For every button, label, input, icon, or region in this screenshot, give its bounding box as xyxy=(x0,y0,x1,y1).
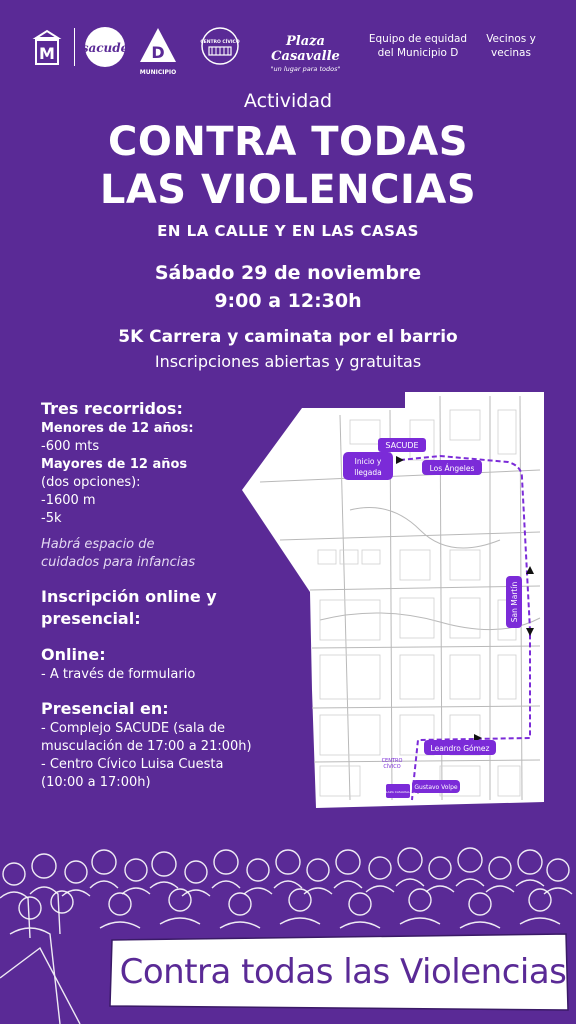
vecinos-line-2: vecinas xyxy=(491,47,531,59)
svg-text:Los Ángeles: Los Ángeles xyxy=(429,464,475,473)
event-time: 9:00 a 12:30h xyxy=(214,290,362,312)
svg-text:Gustavo Volpe: Gustavo Volpe xyxy=(414,784,458,791)
map-label-leandro-gomez xyxy=(424,740,496,755)
map-label-start xyxy=(343,452,393,480)
map-label-los-angeles xyxy=(422,460,482,475)
childcare-note-1: Habrá espacio de xyxy=(41,537,155,552)
municipio-d-letter: D xyxy=(151,43,165,62)
map-label-centro-civico xyxy=(382,758,403,770)
svg-text:llegada: llegada xyxy=(354,468,382,477)
plaza-casavalle-logo xyxy=(258,34,353,73)
map-label-sacude xyxy=(378,438,426,452)
signup-heading-2: presencial: xyxy=(41,609,141,628)
over12-label-1: Mayores de 12 años xyxy=(41,457,188,472)
equipo-line-1: Equipo de equidad xyxy=(368,33,468,45)
event-activity: 5K Carrera y caminata por el barrio xyxy=(118,327,458,347)
sacude-logo-text: sacude xyxy=(84,41,126,55)
plaza-casavalle-subtitle: "un lugar para todos" xyxy=(270,65,341,73)
sacude-logo xyxy=(84,26,126,68)
event-title-line-1: CONTRA TODAS xyxy=(107,119,469,165)
map-label-plaza xyxy=(384,784,412,798)
centro-civico-logo xyxy=(200,26,240,66)
banner-text: Contra todas las Violencias xyxy=(119,952,567,992)
event-date-time xyxy=(0,259,576,315)
under12-label: Menores de 12 años: xyxy=(41,421,194,436)
svg-text:Inicio y: Inicio y xyxy=(354,457,382,466)
under12-value: -600 mts xyxy=(41,439,100,454)
in-person-1-line-2: musculación de 17:00 a 21:00h) xyxy=(41,739,252,754)
svg-text:PLAZA CASAVALLE: PLAZA CASAVALLE xyxy=(384,790,412,794)
in-person-2-line-2: (10:00 a 17:00h) xyxy=(41,775,151,790)
event-kicker: Actividad xyxy=(243,90,333,112)
equipo-equidad-logo xyxy=(368,32,468,60)
event-title xyxy=(0,118,576,214)
registration-note: Inscripciones abiertas y gratuitas xyxy=(154,352,422,371)
centro-civico-logo-text: CENTRO CÍVICO xyxy=(200,40,240,45)
svg-text:San Martín: San Martín xyxy=(510,581,519,623)
map-label-san-martin xyxy=(506,576,522,628)
municipio-d-caption: MUNICIPIO xyxy=(139,69,177,76)
logo-divider xyxy=(74,28,75,66)
crowd-heads xyxy=(3,848,569,919)
event-title-line-2: LAS VIOLENCIAS xyxy=(99,167,477,213)
route-option-1: -1600 m xyxy=(41,493,96,508)
route-map xyxy=(240,390,546,820)
in-person-1-line-1: - Complejo SACUDE (sala de xyxy=(41,721,225,736)
svg-text:CENTRO: CENTRO xyxy=(381,758,403,764)
over12-label-2: (dos opciones): xyxy=(41,475,141,490)
event-date: Sábado 29 de noviembre xyxy=(154,262,422,284)
equipo-line-2: del Municipio D xyxy=(377,47,459,59)
routes-heading: Tres recorridos: xyxy=(41,399,183,418)
municipio-mark-text: M xyxy=(39,44,55,63)
svg-text:Leandro Gómez: Leandro Gómez xyxy=(430,744,490,753)
plaza-casavalle-title: Plaza Casavalle xyxy=(271,34,340,64)
municipio-d-logo xyxy=(138,26,178,76)
map-label-gustavo-volpe xyxy=(412,780,460,793)
event-subtitle: EN LA CALLE Y EN LAS CASAS xyxy=(157,222,419,240)
municipio-montevideo-logo xyxy=(30,28,64,68)
vecinos-line-1: Vecinos y xyxy=(486,33,536,45)
in-person-2-line-1: - Centro Cívico Luisa Cuesta xyxy=(41,757,224,772)
route-option-2: -5k xyxy=(41,511,62,526)
online-text: - A través de formulario xyxy=(41,667,196,682)
vecinos-logo xyxy=(476,32,546,60)
childcare-note-2: cuidados para infancias xyxy=(41,555,196,570)
logo-bar xyxy=(30,22,546,82)
online-heading: Online: xyxy=(41,645,106,664)
in-person-heading: Presencial en: xyxy=(41,699,169,718)
signup-heading-1: Inscripción online y xyxy=(41,587,217,606)
svg-text:CÍVICO: CÍVICO xyxy=(383,764,401,770)
svg-text:SACUDE: SACUDE xyxy=(385,441,419,450)
info-column xyxy=(41,398,261,792)
